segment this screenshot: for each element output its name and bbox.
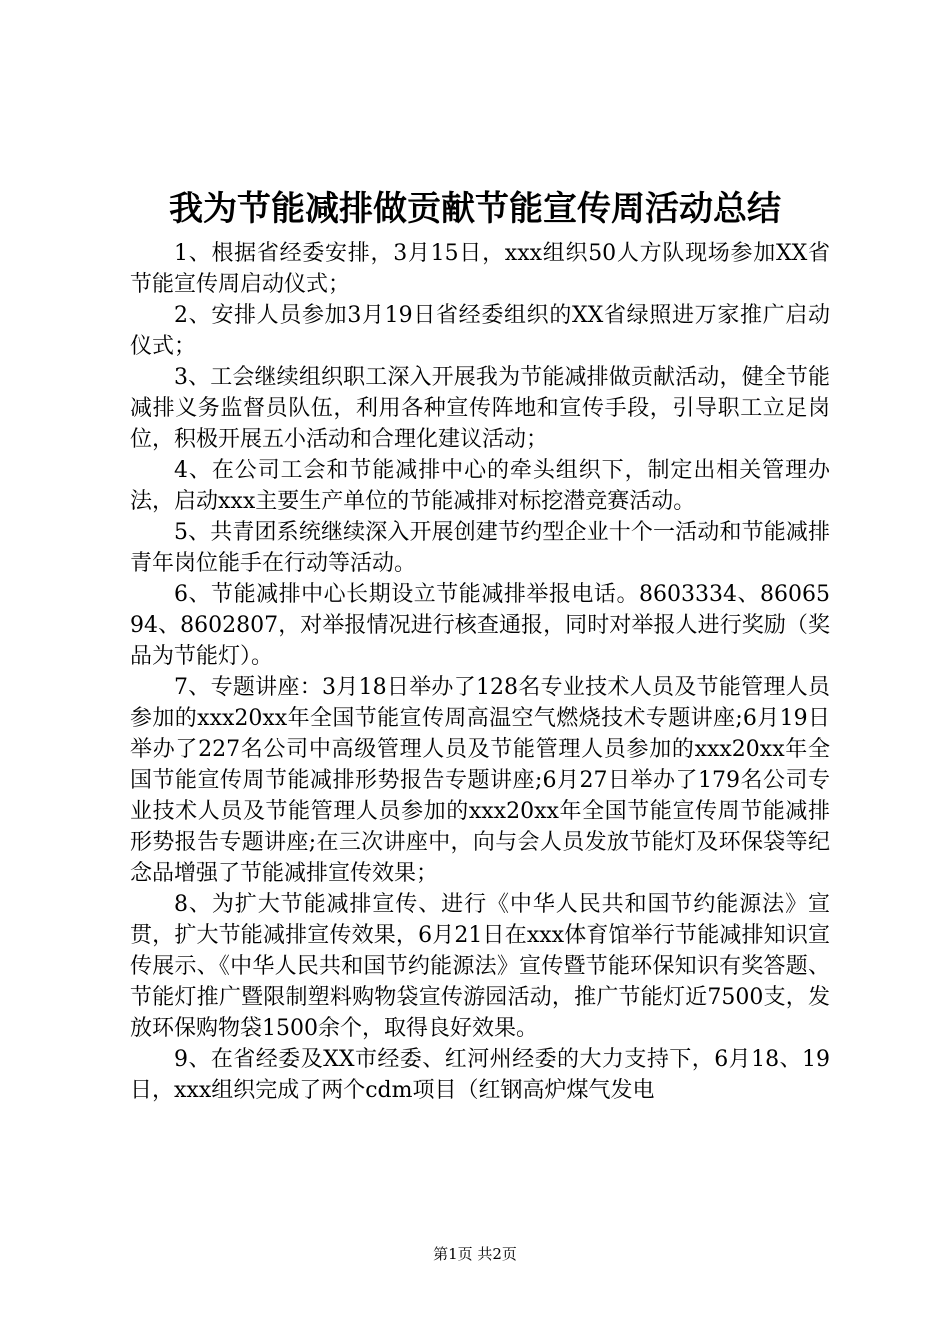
paragraph-4: 4、在公司工会和节能减排中心的牵头组织下，制定出相关管理办法，启动xxx主要生产单位的节能减排对标挖潜竞赛活动。 xyxy=(130,458,830,514)
paragraph-3: 3、工会继续组织职工深入开展我为节能减排做贡献活动，健全节能减排义务监督员队伍，利用各种宣传阵地和宣传手段，引导职工立足岗位，积极开展五小活动和合理化建议活动； xyxy=(130,365,830,452)
page-number-footer: 第1页 共2页 xyxy=(433,1245,517,1263)
paragraph-6: 6、节能减排中心长期设立节能减排举报电话。8603334、8606594、8602807，对举报情况进行核查通报，同时对举报人进行奖励（奖品为节能灯）。 xyxy=(130,582,830,669)
document-title: 我为节能减排做贡献节能宣传周活动总结 xyxy=(169,189,781,229)
paragraph-1: 1、根据省经委安排，3月15日，xxx组织50人方队现场参加XX省节能宣传周启动仪式； xyxy=(130,241,830,297)
document-body xyxy=(130,238,830,1106)
paragraph-5: 5、共青团系统继续深入开展创建节约型企业十个一活动和节能减排青年岗位能手在行动等活动。 xyxy=(130,520,830,576)
paragraph-7: 7、专题讲座：3月18日举办了128名专业技术人员及节能管理人员参加的xxx20xx年全国节能宣传周高温空气燃烧技术专题讲座;6月19日举办了227名公司中高级管理人员及节能管理人员参加的xxx20xx年全国节能宣传周节能减排形势报告专题讲座;6月27日举办了179名公司专业技术人员及节能管理人员参加的xxx20xx年全国节能宣传周节能减排形势报告专题讲座;在三次讲座中，向与会人员发放节能灯及环保袋等纪念品增强了节能减排宣传效果； xyxy=(130,675,830,886)
paragraph-2: 2、安排人员参加3月19日省经委组织的XX省绿照进万家推广启动仪式； xyxy=(130,303,830,359)
paragraph-8: 8、为扩大节能减排宣传、进行《中华人民共和国节约能源法》宣贯，扩大节能减排宣传效果，6月21日在xxx体育馆举行节能减排知识宣传展示、《中华人民共和国节约能源法》宣传暨节能环保知识有奖答题、节能灯推广暨限制塑料购物袋宣传游园活动，推广节能灯近7500支，发放环保购物袋1500余个，取得良好效果。 xyxy=(130,892,830,1041)
paragraph-9: 9、在省经委及XX市经委、红河州经委的大力支持下，6月18、19日，xxx组织完成了两个cdm项目（红钢高炉煤气发电 xyxy=(130,1047,830,1103)
